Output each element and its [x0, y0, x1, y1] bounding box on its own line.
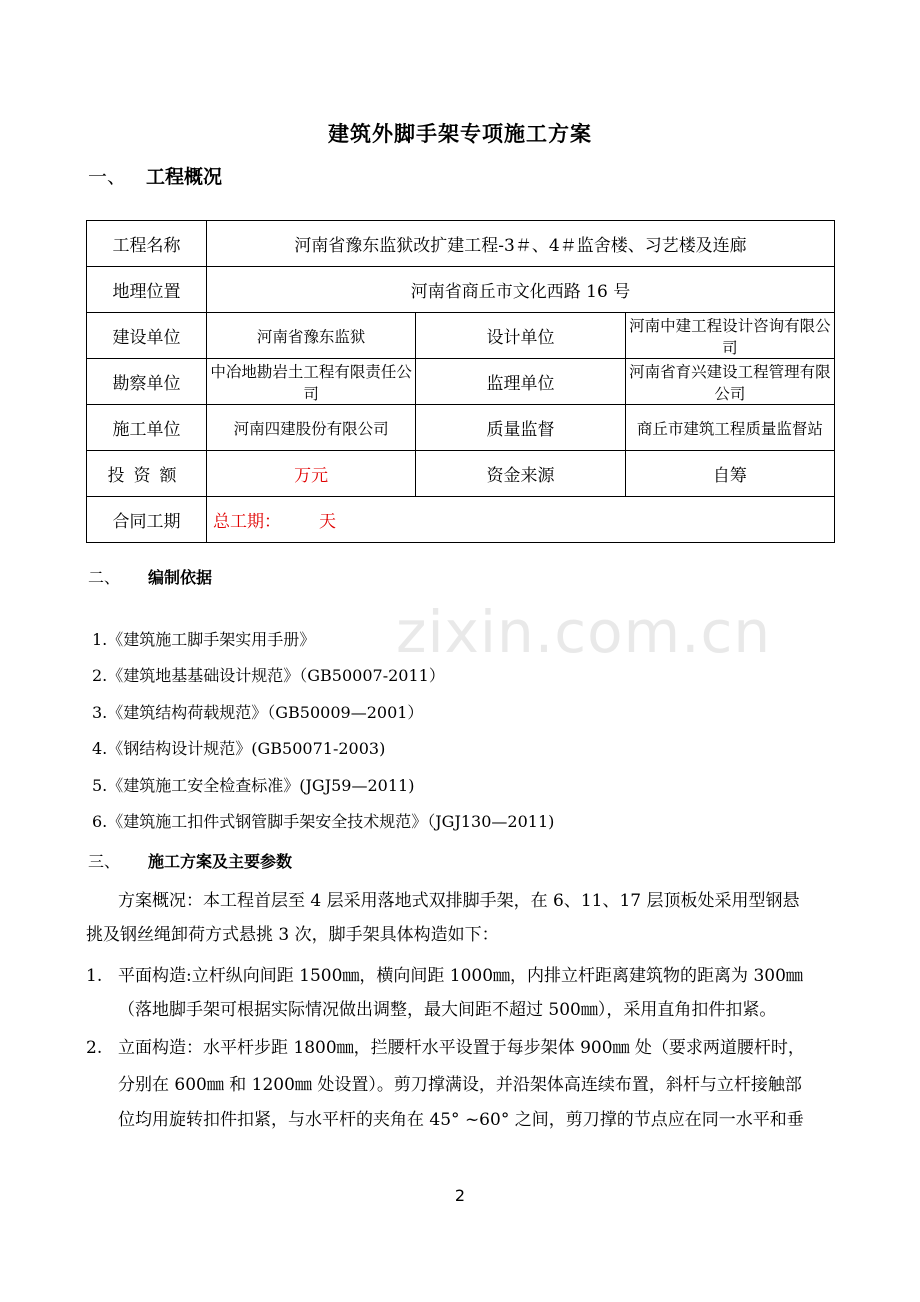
- investment-value: 万元: [207, 451, 416, 497]
- section-title: 工程概况: [146, 166, 223, 188]
- project-name-label: 工程名称: [87, 221, 207, 267]
- section-heading-overview: [88, 162, 222, 189]
- list-item: 5.《建筑施工安全检查标准》(JGJ59—2011): [92, 775, 415, 795]
- watermark: zixin.com.cn: [396, 598, 772, 666]
- list-item: 2.《建筑地基基础设计规范》（GB50007-2011）: [92, 666, 445, 686]
- section-number: 三、: [88, 852, 121, 871]
- paragraph-line: 分别在 600㎜ 和 1200㎜ 处设置）。剪刀撑满设，并沿架体高连续布置，斜杆与立杆接触部: [118, 1075, 802, 1095]
- period-unit: 天: [319, 512, 336, 532]
- page-number: 2: [454, 1186, 466, 1205]
- contractor-label: 施工单位: [87, 405, 207, 451]
- project-overview-table: [86, 220, 835, 543]
- table-row: [87, 221, 835, 267]
- list-item: 1.《建筑施工脚手架实用手册》: [92, 630, 316, 649]
- owner-label: 建设单位: [87, 313, 207, 359]
- quality-label: 质量监督: [416, 405, 625, 451]
- section-number: 一、: [88, 166, 127, 188]
- list-item: 4.《钢结构设计规范》(GB50071-2003): [92, 739, 386, 759]
- owner-value: 河南省豫东监狱: [207, 313, 416, 359]
- table-row: [87, 313, 835, 359]
- survey-value: 中冶地勘岩土工程有限责任公司: [207, 359, 416, 405]
- document-title: 建筑外脚手架专项施工方案: [328, 122, 592, 146]
- paragraph-line: 平面构造:立杆纵向间距 1500㎜，横向间距 1000㎜，内排立杆距离建筑物的距离为 300㎜: [118, 966, 803, 986]
- item-number: 2.: [86, 1038, 103, 1058]
- section-heading-plan: [88, 849, 292, 872]
- contractor-value: 河南四建股份有限公司: [207, 405, 416, 451]
- funding-value: 自筹: [625, 451, 834, 497]
- supervisor-label: 监理单位: [416, 359, 625, 405]
- table-row: [87, 405, 835, 451]
- paragraph-line: （落地脚手架可根据实际情况做出调整，最大间距不超过 500㎜），采用直角扣件扣紧。: [118, 1000, 777, 1020]
- paragraph-line: 立面构造：水平杆步距 1800㎜，拦腰杆水平设置于每步架体 900㎜ 处（要求两道腰杆时，: [118, 1038, 805, 1058]
- section-title: 施工方案及主要参数: [148, 852, 293, 871]
- table-row: [87, 359, 835, 405]
- location-label: 地理位置: [87, 267, 207, 313]
- designer-label: 设计单位: [416, 313, 625, 359]
- funding-label: 资金来源: [416, 451, 625, 497]
- period-prefix: 总工期：: [213, 512, 281, 532]
- quality-value: 商丘市建筑工程质量监督站: [625, 405, 834, 451]
- period-value: [207, 497, 835, 543]
- location-value: 河南省商丘市文化西路 16 号: [207, 267, 835, 313]
- supervisor-value: 河南省育兴建设工程管理有限公司: [625, 359, 834, 405]
- paragraph-line: 挑及钢丝绳卸荷方式悬挑 3 次，脚手架具体构造如下：: [86, 925, 499, 945]
- paragraph-line: 方案概况：本工程首层至 4 层采用落地式双排脚手架，在 6、11、17 层顶板处采用型钢悬: [118, 891, 800, 911]
- table-row: [87, 451, 835, 497]
- item-number: 1.: [86, 966, 103, 986]
- project-name-value: 河南省豫东监狱改扩建工程-3＃、4＃监舍楼、习艺楼及连廊: [207, 221, 835, 267]
- survey-label: 勘察单位: [87, 359, 207, 405]
- list-item: 6.《建筑施工扣件式钢管脚手架安全技术规范》（JGJ130—2011): [92, 811, 555, 831]
- list-item: 3.《建筑结构荷载规范》（GB50009—2001）: [92, 702, 424, 722]
- table-row: [87, 267, 835, 313]
- paragraph-line: 位均用旋转扣件扣紧，与水平杆的夹角在 45° ~60° 之间，剪刀撑的节点应在同一水平和垂: [118, 1110, 804, 1130]
- period-label: 合同工期: [87, 497, 207, 543]
- reference-list: [92, 622, 554, 840]
- investment-label: 投资额: [87, 451, 207, 497]
- designer-value: 河南中建工程设计咨询有限公司: [625, 313, 834, 359]
- section-number: 二、: [88, 568, 121, 587]
- table-row: [87, 497, 835, 543]
- section-heading-basis: [88, 565, 212, 588]
- section-title: 编制依据: [148, 568, 213, 587]
